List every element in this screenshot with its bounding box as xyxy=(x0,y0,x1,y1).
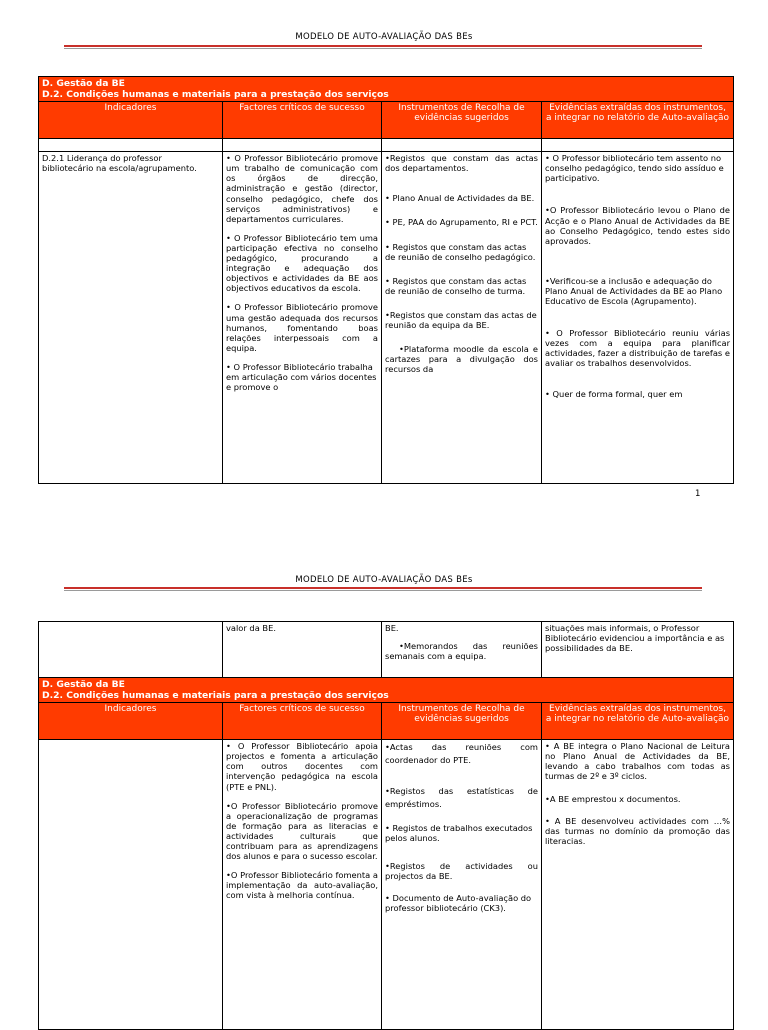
instrument-item: •Registos das estatísticas de empréstimos. xyxy=(385,785,538,809)
continued-factor-text: valor da BE. xyxy=(226,623,276,633)
evidence-item: •O Professor Bibliotecário levou o Plano de Acção e o Plano Anual de Actividades da BE ao Conselho Pedagógico, tendo estes sido aprovados. xyxy=(545,205,731,246)
column-header-instruments: Instrumentos de Recolha de evidências sugeridos xyxy=(382,102,542,139)
factor-item: •O Professor Bibliotecário promove a operacionalização de programas de formação para as literacias e actividades culturais que contribuam para as aprendizagens dos alunos e para o sucesso escolar. xyxy=(226,800,378,862)
continued-instrument-item: •Memorandos das reuniões semanais com a equipa. xyxy=(385,641,538,662)
factors-cell xyxy=(223,152,382,484)
indicator-text: D.2.1 Liderança do professor bibliotecário na escola/agrupamento. xyxy=(42,153,197,174)
instrument-item: • Registos que constam das actas de reunião de conselho de turma. xyxy=(385,275,527,296)
factor-item: • O Professor Bibliotecário tem uma participação efectiva no conselho pedagógico, procurando a integração e adequação dos objectivos e actividades da BE aos objectivos educativos da escola. xyxy=(226,232,378,294)
continued-instrument-item: BE. xyxy=(385,623,399,633)
column-header-indicators: Indicadores xyxy=(39,102,223,139)
continued-factor-cell xyxy=(223,622,382,678)
column-header-indicators: Indicadores xyxy=(39,703,223,740)
column-header-evidence: Evidências extraídas dos instrumentos, a integrar no relatório de Auto-avaliação xyxy=(542,102,734,139)
instrument-item: •Plataforma moodle da escola e cartazes para a divulgação dos recursos da xyxy=(385,344,538,375)
section-title: D. Gestão da BE xyxy=(42,679,125,690)
section-subtitle: D.2. Condições humanas e materiais para a prestação dos serviços xyxy=(42,89,389,101)
instrument-item: • PE, PAA do Agrupamento, RI e PCT. xyxy=(385,217,538,228)
evidence-item: • A BE integra o Plano Nacional de Leitura no Plano Anual de Actividades da BE, levando a cabo trabalhos com todas as turmas de 2º e 3º ciclos. xyxy=(545,741,730,782)
factors-cell xyxy=(223,740,382,1030)
section-title-cell xyxy=(39,678,734,703)
indicator-cell xyxy=(39,740,223,1030)
column-header-factors: Factores críticos de sucesso xyxy=(223,102,382,139)
continued-evidence-cell xyxy=(542,622,734,678)
continued-indicator-cell xyxy=(39,622,223,678)
header-rule xyxy=(64,45,702,49)
evidence-cell xyxy=(542,740,734,1030)
section-title-cell xyxy=(39,77,734,102)
factor-item: • O Professor Bibliotecário promove um trabalho de comunicação com os órgãos de direcção, administração e gestão (director, conselho pedagógico, chefe dos serviços administrativos) e departamentos curriculares. xyxy=(226,153,378,224)
running-header: MODELO DE AUTO-AVALIAÇÃO DAS BEs xyxy=(295,575,473,585)
evidence-item: • Quer de forma formal, quer em xyxy=(545,388,683,399)
column-header-instruments: Instrumentos de Recolha de evidências sugeridos xyxy=(382,703,542,740)
instruments-cell xyxy=(382,740,542,1030)
section-subtitle: D.2. Condições humanas e materiais para a prestação dos serviços xyxy=(42,690,389,702)
evidence-cell xyxy=(542,152,734,484)
instrument-item: • Documento de Auto-avaliação do professor bibliotecário (CK3). xyxy=(385,892,532,914)
continued-evidence-text: situações mais informais, o Professor Bibliotecário evidenciou a importância e as possibilidades da BE. xyxy=(545,623,725,654)
instrument-item: • Registos de trabalhos executados pelos alunos. xyxy=(385,822,533,843)
continued-instruments-cell xyxy=(382,622,542,678)
evidence-item: • O Professor bibliotecário tem assento no conselho pedagógico, tendo sido assíduo e participativo. xyxy=(545,153,724,184)
running-header: MODELO DE AUTO-AVALIAÇÃO DAS BEs xyxy=(295,32,473,42)
instrument-item: • Registos que constam das actas de reunião de conselho pedagógico. xyxy=(385,241,536,262)
column-header-evidence: Evidências extraídas dos instrumentos, a integrar no relatório de Auto-avaliação xyxy=(542,703,734,740)
header-rule xyxy=(64,587,702,591)
instrument-item: •Actas das reuniões com coordenador do PTE. xyxy=(385,742,538,765)
instrument-item: •Registos que constam das actas de reunião da equipa da BE. xyxy=(385,309,537,331)
instrument-item: •Registos de actividades ou projectos da BE. xyxy=(385,860,538,881)
evidence-item: • O Professor Bibliotecário reuniu várias vezes com a equipa para planificar actividades, fazer a distribuição de tarefas e avaliar os trabalhos desenvolvidos. xyxy=(545,328,731,369)
instrument-item: •Registos que constam das actas dos departamentos. xyxy=(385,153,538,174)
evidence-item: •Verificou-se a inclusão e adequação do Plano Anual de Actividades da BE ao Plano Educativo de Escola (Agrupamento). xyxy=(545,275,723,307)
section-title: D. Gestão da BE xyxy=(42,78,125,89)
evidence-item: •A BE emprestou x documentos. xyxy=(545,793,681,804)
column-header-factors: Factores críticos de sucesso xyxy=(223,703,382,740)
evaluation-table xyxy=(38,76,734,484)
factor-item: • O Professor Bibliotecário apoia projectos e fomenta a articulação com outros docentes com intervenção pedagógica na escola (PTE e PNL). xyxy=(226,741,378,792)
evaluation-table-continued xyxy=(38,621,734,1030)
instruments-cell xyxy=(382,152,542,484)
instrument-item: • Plano Anual de Actividades da BE. xyxy=(385,193,535,204)
indicator-cell xyxy=(39,152,223,484)
factor-item: • O Professor Bibliotecário promove uma gestão adequada dos recursos humanos, fomentando boas relações interpessoais com a equipa. xyxy=(226,302,378,353)
evidence-item: • A BE desenvolveu actividades com …% das turmas no domínio da promoção das literacias. xyxy=(545,815,730,846)
factor-item: •O Professor Bibliotecário fomenta a implementação da auto-avaliação, com vista à melhoria contínua. xyxy=(226,870,378,901)
factor-item: • O Professor Bibliotecário trabalha em articulação com vários docentes e promove o xyxy=(226,362,377,393)
page-number: 1 xyxy=(695,489,701,499)
